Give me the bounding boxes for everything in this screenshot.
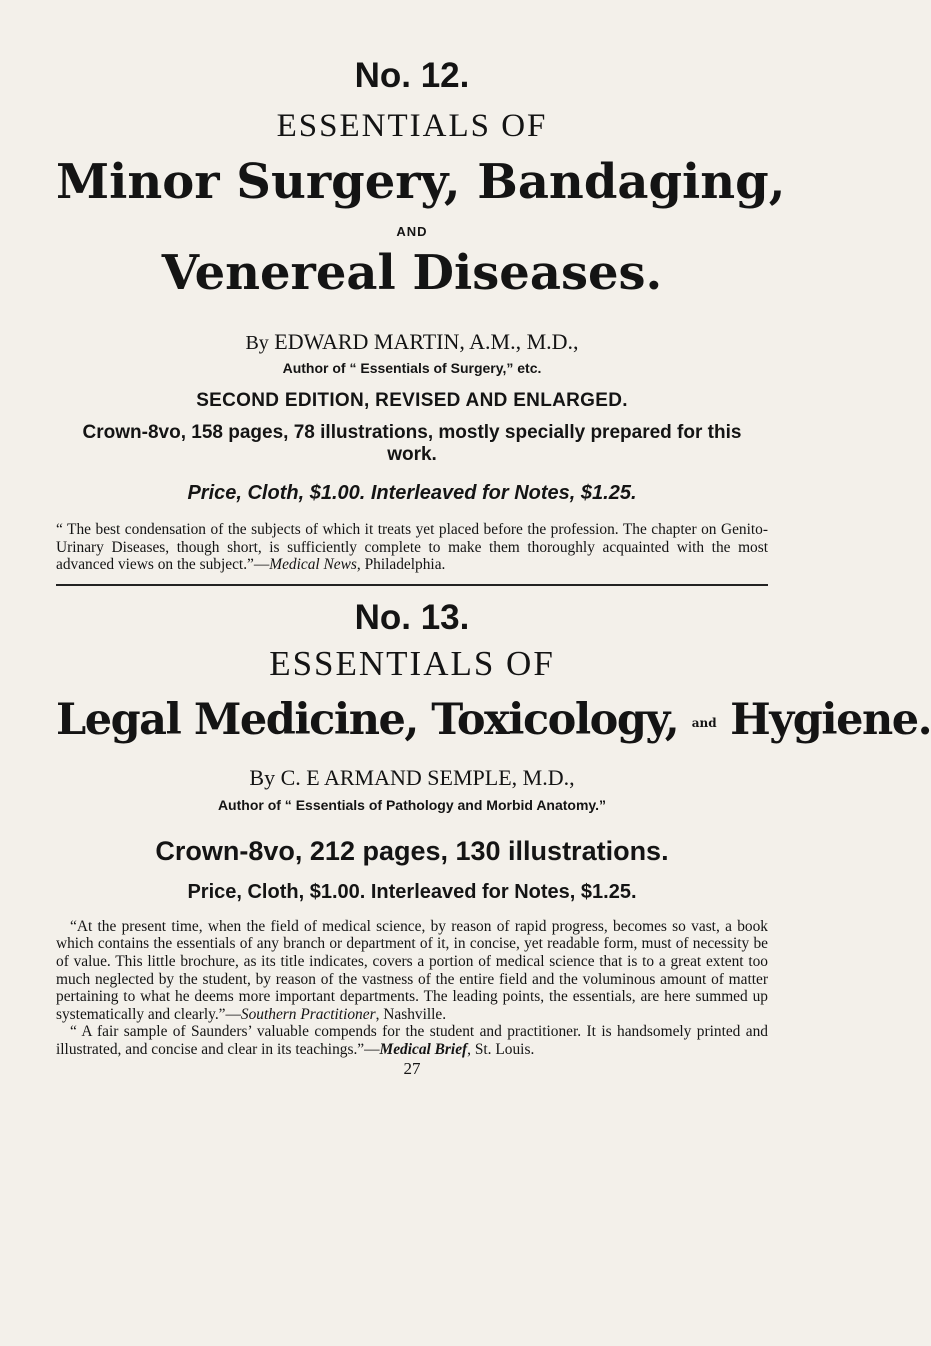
author-name: EDWARD MARTIN, A.M., M.D., (274, 329, 579, 354)
quote-city: , Nashville. (375, 1005, 447, 1023)
price-line: Price, Cloth, $1.00. Interleaved for Notes, $1.25. (187, 880, 637, 903)
quote-text: “At the present time, when the field of medical science, by reason of rapid progress, becomes so vast, a book which contains the essentials of any branch or department of it, in concise, yet readable form, must of necessity be of value. This little brochure, as its title indicates, covers a portion of medical science that is to a great extent too much neglected by the student, by reason of the vastness of the entire field and the voluminous amount of matter pertaining to what he deems more important departments. The leading points, the essentials, are here summed up systematically and clearly.”— (56, 917, 768, 1023)
quote-source: Medical Brief (379, 1040, 468, 1058)
book-12-listing (56, 56, 786, 574)
title-conjunction: and (691, 715, 717, 730)
section-divider (56, 584, 768, 586)
book-specs: Crown-8vo, 158 pages, 78 illustrations, mostly specially prepared for this work. (82, 422, 742, 465)
catalog-page (56, 0, 931, 1079)
book-title-part-1: Legal Medicine, Toxicology, (56, 694, 692, 745)
book-title (56, 690, 931, 753)
author-note: Author of “ Essentials of Pathology and Morbid Anatomy.” (217, 796, 607, 813)
book-13-listing (56, 597, 931, 1079)
author-line (56, 329, 768, 356)
author-line (56, 765, 768, 791)
title-conjunction: AND (396, 224, 428, 239)
page-number: 27 (403, 1058, 421, 1078)
by-prefix: By (245, 332, 269, 354)
book-title-line-1: Minor Surgery, Bandaging, (56, 154, 786, 210)
book-number: No. 12. (354, 56, 470, 95)
book-title-part-2: Hygiene. (716, 694, 931, 745)
quote-text: “ The best condensation of the subjects of which it treats yet placed before the profession. The chapter on Genito-Urinary Diseases, though short, is sufficiently complete to make them thoroughly acquainted with the most advanced views on the subject.”— (56, 521, 768, 574)
quote-city: , St. Louis. (467, 1040, 535, 1058)
book-number: No. 13. (354, 597, 470, 637)
review-quote (56, 521, 768, 574)
author-name: C. E ARMAND SEMPLE, M.D., (280, 764, 575, 790)
quote-text: “ A fair sample of Saunders’ valuable compends for the student and practitioner. It is handsomely printed and illustrated, and concise and clear in its teachings.”— (56, 1023, 768, 1058)
book-title-line-2: Venereal Diseases. (161, 245, 663, 301)
series-heading: ESSENTIALS OF (276, 108, 548, 144)
author-note: Author of “ Essentials of Surgery,” etc. (282, 360, 542, 376)
book-specs: Crown-8vo, 212 pages, 130 illustrations. (155, 835, 669, 866)
review-quote (56, 918, 768, 1024)
review-quote (56, 1023, 768, 1058)
quote-source: Medical News (269, 556, 357, 574)
quote-source: Southern Practitioner (240, 1005, 376, 1023)
review-quotes (56, 918, 768, 1059)
edition-note: SECOND EDITION, REVISED AND ENLARGED. (196, 390, 628, 411)
by-prefix: By (249, 764, 276, 790)
quote-city: , Philadelphia. (356, 556, 446, 574)
price-line: Price, Cloth, $1.00. Interleaved for Notes, $1.25. (187, 482, 637, 504)
series-heading: ESSENTIALS OF (269, 643, 555, 683)
